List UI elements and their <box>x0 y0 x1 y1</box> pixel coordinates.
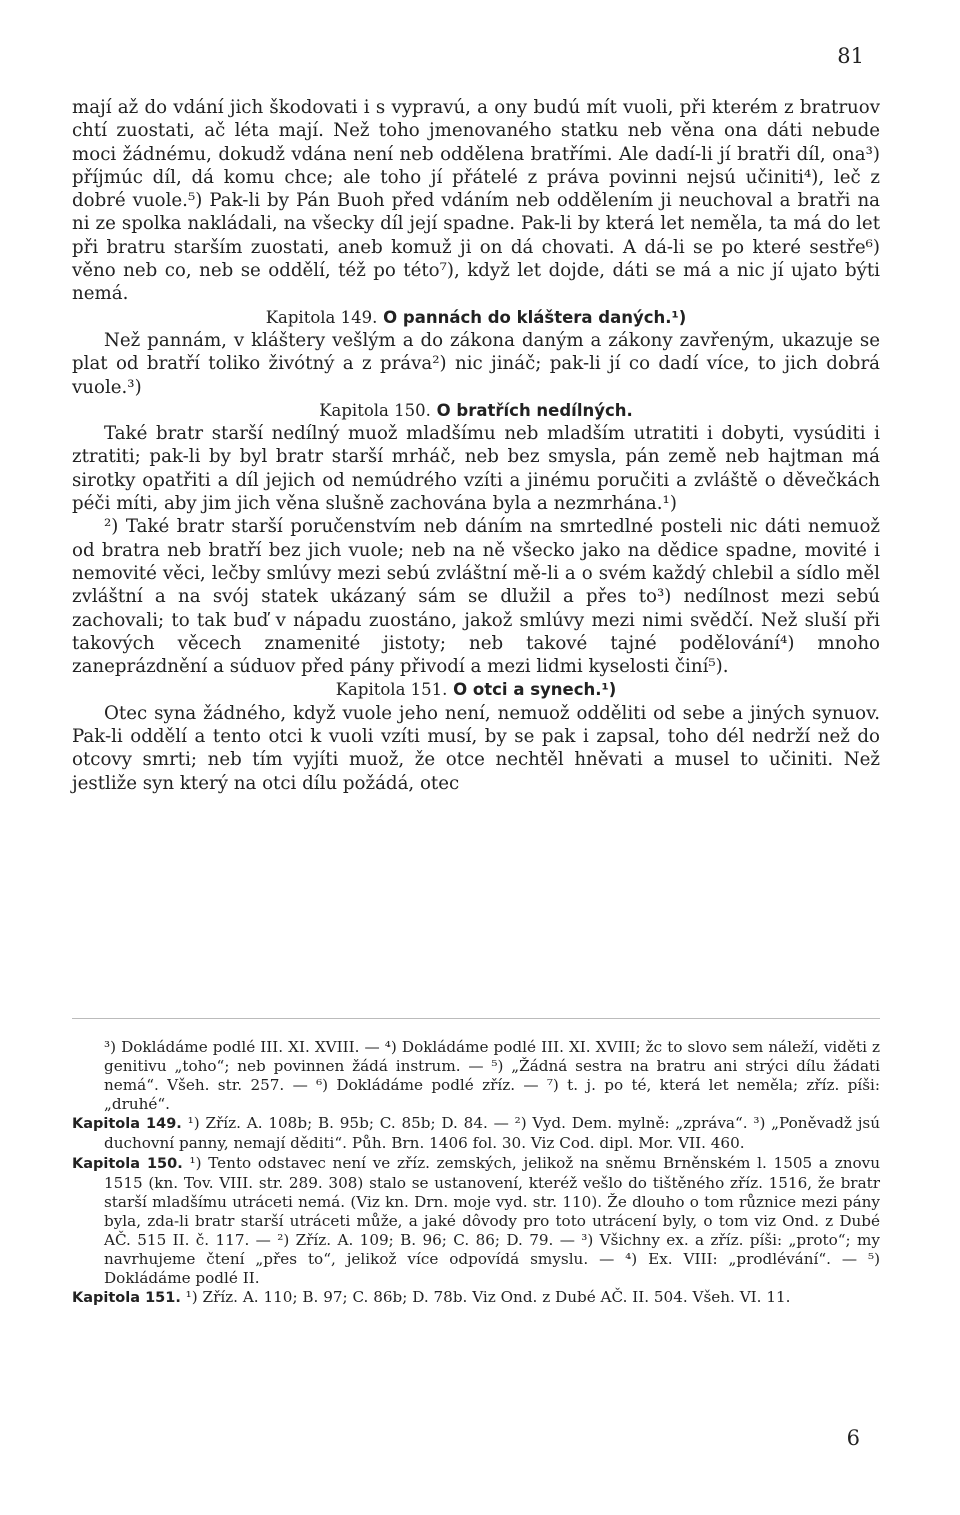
footnote-label: Kapitola 149. <box>72 1116 182 1133</box>
chapter-heading-151 <box>72 678 880 701</box>
footnote: ³) Dokládáme podlé III. XI. XVIII. — ⁴) Dokládáme podlé III. XI. XVIII; žc to slovo sem náleží, viděti z genitivu „toho“; neb povinnen žádá instrum. — ⁵) „Žádná sestra na bratru ani strýci dílu žádati nemá“. Všeh. str. 257. — ⁶) Dokládáme podlé zříz. — ⁷) t. j. po té, která let neměla; zříz. píši: „druhé“. <box>104 1038 880 1114</box>
footnote-divider <box>72 1018 880 1019</box>
footnote-label: Kapitola 150. <box>72 1155 183 1172</box>
paragraph: mají až do vdání jich škodovati i s vypravú, a ony budú mít vuoli, při kterém z bratruov chtí zuostati, ač léta mají. Než toho jmenovaného statku neb věna ona dáti nebude moci žádnému, dokudž vdána není neb oddělena bratřími. Ale dadí-li jí bratři díl, ona³) příjmúc díl, dá komu chce; ale toho jí přátelé z práva povinni nejsú učiniti⁴), leč z dobré vuole.⁵) Pak-li by Pán Buoh před vdáním neb oddělením ji neuchoval a bratři na ni ze spolka nakládali, na všecky díl její spadne. Pak-li by která let neměla, ta má do let při bratru starším zuostati, aneb komuž ji on dá chovati. A dá-li se po které sestře⁶) věno neb co, neb se oddělí, též po této⁷), když let dojde, dáti se má a nic jí ujato býti nemá. <box>72 97 880 305</box>
chapter-number: Kapitola 151. <box>335 680 448 700</box>
footnote <box>72 1154 880 1289</box>
chapter-heading-150 <box>72 399 880 422</box>
footnote <box>72 1288 880 1308</box>
chapter-heading-149 <box>72 306 880 329</box>
paragraph: Než pannám, v kláštery vešlým a do zákona daným a zákony zavřeným, ukazuje se plat od bratří toliko živótný a z práva²) nic jináč; pak-li jí co dadí více, to jich dobrá vuole.³) <box>72 329 880 398</box>
paragraph: Otec syna žádného, když vuole jeho není, nemuož odděliti od sebe a jiných synuov. Pak-li oddělí a tento otci k vuoli vzíti musí, by se pak i zapsal, toho dél nedrží než do otcovy smrti; neb tím vyjíti muož, že otce nechtěl hněvati a musel to učiniti. Než jestliže syn který na otci dílu požádá, otec <box>72 702 880 794</box>
chapter-number: Kapitola 150. <box>319 400 431 420</box>
chapter-title: O pannách do kláštera daných.¹) <box>383 307 687 327</box>
chapter-number: Kapitola 149. <box>265 307 378 327</box>
chapter-title: O bratřích nedílných. <box>436 400 633 420</box>
page-number: 81 <box>837 44 864 68</box>
footnotes <box>72 1038 880 1308</box>
footnote-label: Kapitola 151. <box>72 1290 181 1307</box>
signature-mark: 6 <box>846 1426 860 1450</box>
footnote-text: ¹) Tento odstavec není ve zříz. zemských, jelikož na sněmu Brněnském l. 1505 a znovu 1515 (kn. Tov. VIII. str. 289. 308) stalo se ustanovení, kteréž vešlo do tištěného zříz. 1516, že bratr starší mladšímu utráceti nemá. (Viz kn. Drn. moje vyd. str. 110). Že dlouho o tom různice mezi pány byla, zda-li bratr starší utráceti může, a jaké dôvody pro toto utrácení byly, o tom viz Ond. z Dubé AČ. 515 II. č. 117. — ²) Zříz. A. 109; B. 96; C. 86; D. 79. — ³) Všichny ex. a zříz. píši: „proto“; my navrhujeme čtení „přes to“, jelikož více odpovídá smyslu. — ⁴) Ex. VIII: „prodlévání“. — ⁵) Dokládáme podlé II. <box>104 1153 880 1288</box>
paragraph: Také bratr starší nedílný muož mladšímu neb mladším utratiti i dobyti, vysúditi i ztratiti; pak-li by byl bratr starší mrháč, neb bez smysla, pán země neb hajtman má sirotky opatřiti a díl jejich od nemúdrého vzíti a jinému poručiti a zvláště o děvečkách péči míti, aby jim jich věna slušně zachována byla a nezmrhána.¹) <box>72 423 880 515</box>
chapter-title: O otci a synech.¹) <box>453 680 617 700</box>
footnote-text: ¹) Zříz. A. 110; B. 97; C. 86b; D. 78b. Viz Ond. z Dubé AČ. II. 504. Všeh. VI. 11. <box>185 1288 791 1307</box>
footnote <box>72 1114 880 1153</box>
paragraph: ²) Také bratr starší poručenstvím neb dáním na smrtedlné posteli nic dáti nemuož od bratra neb bratří bez jich vuole; neb na ně všecko jako na dědice spadne, movité i nemovité věci, lečby smlúvy mezi sebú zvláštní mě-li a o svém každý chlebil a sídlo měl zvláštní a na svój statek ukázaný sám se dlužil a přes to³) nedílnost mezi sebú zachovali; to tak buď v nápadu zuostáno, jakož smlúvy mezi nimi svědčí. Než sluší při takových věcech znamenité jistoty; neb takové tajné podělování⁴) mnoho zaneprázdnění a súduov před pány přivodí a mezi lidmi kyselosti činí⁵). <box>72 516 880 678</box>
footnote-text: ¹) Zříz. A. 108b; B. 95b; C. 85b; D. 84. — ²) Vyd. Dem. mylně: „zpráva“. ³) „Poněvadž jsú duchovní panny, nemají děditi“. Půh. Brn. 1406 fol. 30. Viz Cod. dipl. Mor. VII. 460. <box>104 1114 881 1153</box>
main-text <box>72 96 880 795</box>
